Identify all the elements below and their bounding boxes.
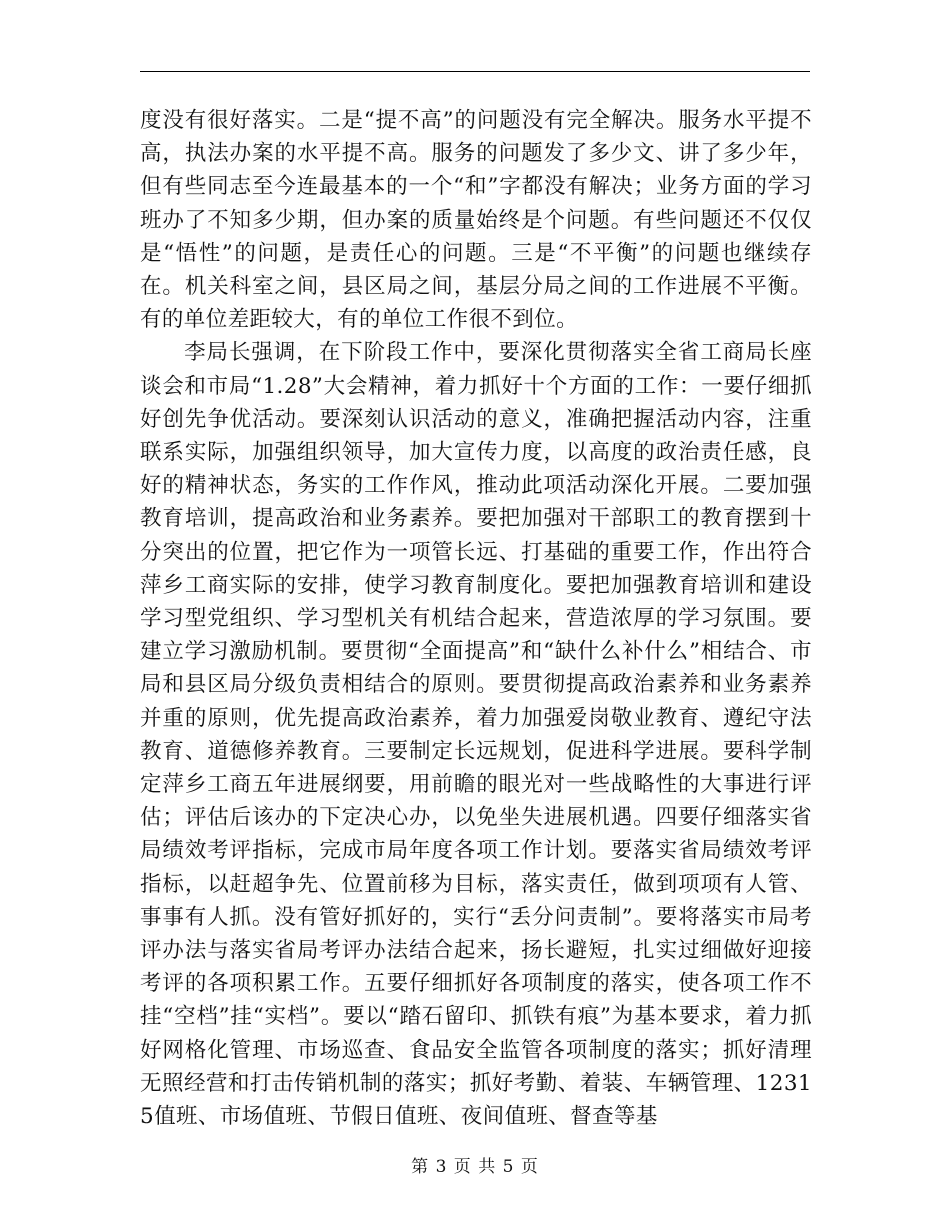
footer-suffix: 页 [520, 1157, 539, 1177]
paragraph-1: 度没有很好落实。二是“提不高”的问题没有完全解决。服务水平提不高，执法办案的水平提不高。服务的问题发了多少文、讲了多少年，但有些同志至今连最基本的一个“和”字都没有解决；业务方面的学习班办了不知多少期，但办案的质量始终是个问题。有些问题还不仅仅是“悟性”的问题，是责任心的问题。三是“不平衡”的问题也继续存在。机关科室之间，县区局之间，基层分局之间的工作进展不平衡。有的单位差距较大，有的单位工作很不到位。 [140, 108, 812, 333]
paragraph-2: 李局长强调，在下阶段工作中，要深化贯彻落实全省工商局长座谈会和市局“1.28”大会精神，着力抓好十个方面的工作：一要仔细抓好创先争优活动。要深刻认识活动的意义，准确把握活动内容，注重联系实际，加强组织领导，加大宣传力度，以高度的政治责任感，良好的精神状态，务实的工作作风，推动此项活动深化开展。二要加强教育培训，提高政治和业务素养。要把加强对干部职工的教育摆到十分突出的位置，把它作为一项管长远、打基础的重要工作，作出符合萍乡工商实际的安排，使学习教育制度化。要把加强教育培训和建设学习型党组织、学习型机关有机结合起来，营造浓厚的学习氛围。要建立学习激励机制。要贯彻“全面提高”和“缺什么补什么”相结合、市局和县区局分级负责相结合的原则。要贯彻提高政治素养和业务素养并重的原则，优先提高政治素养，着力加强爱岗敬业教育、遵纪守法教育、道德修养教育。三要制定长远规划，促进科学进展。要科学制定萍乡工商五年进展纲要，用前瞻的眼光对一些战略性的大事进行评估；评估后该办的下定决心办，以免坐失进展机遇。四要仔细落实省局绩效考评指标，完成市局年度各项工作计划。要落实省局绩效考评指标，以赶超争先、位置前移为目标，落实责任，做到项项有人管、事事有人抓。没有管好抓好的，实行“丢分问责制”。要将落实市局考评办法与落实省局考评办法结合起来，扬长避短，扎实过细做好迎接考评的各项积累工作。五要仔细抓好各项制度的落实，使各项工作不挂“空档”挂“实档”。要以“踏石留印、抓铁有痕”为基本要求，着力抓好网格化管理、市场巡查、食品安全监管各项制度的落实；抓好清理无照经营和打击传销机制的落实；抓好考勤、着装、车辆管理、12315值班、市场值班、节假日值班、夜间值班、督查等基 [140, 340, 812, 1130]
document-body [140, 104, 812, 1133]
footer-prefix: 第 [411, 1157, 430, 1177]
total-pages-number: 5 [502, 1157, 515, 1177]
footer-middle: 页 共 [453, 1157, 497, 1177]
page-footer [0, 1152, 950, 1177]
current-page-number: 3 [435, 1157, 448, 1177]
header-rule [140, 71, 810, 72]
